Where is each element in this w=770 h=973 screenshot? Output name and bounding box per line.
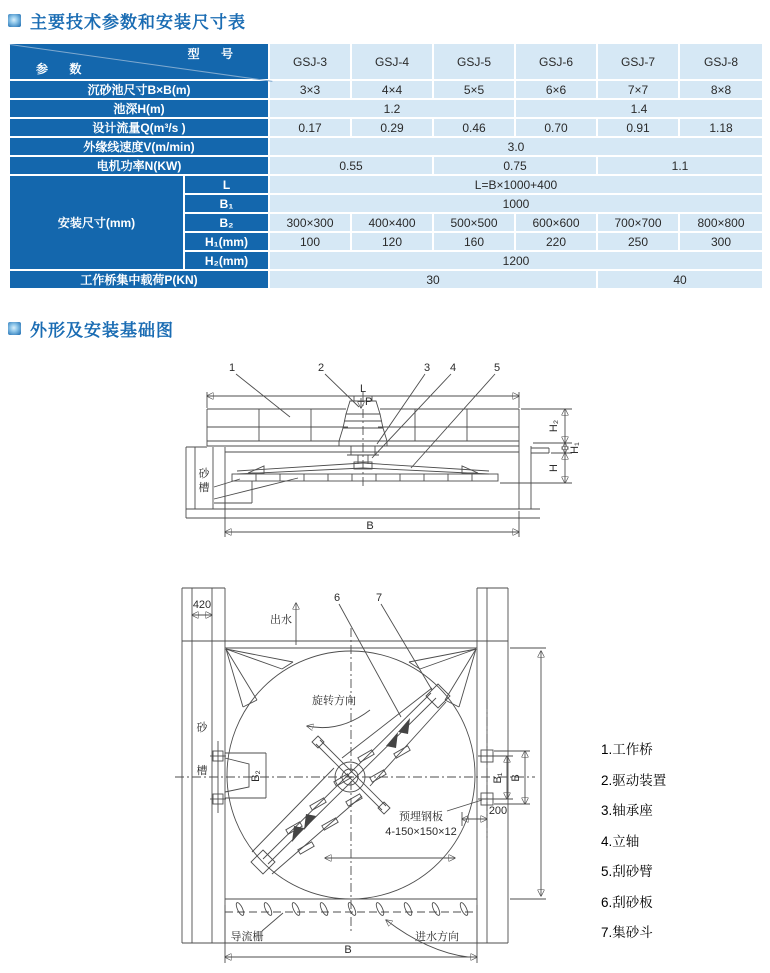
value-cell: 7×7 (597, 80, 679, 99)
sub-label: B₂ (184, 213, 269, 232)
row-label: 池深H(m) (9, 99, 269, 118)
model-header: GSJ-6 (515, 43, 597, 80)
dim-label-B-bottom: B (344, 944, 352, 956)
value-cell: L=B×1000+400 (269, 175, 763, 194)
callout-2: 2 (317, 362, 325, 374)
value-cell: 1.18 (679, 118, 763, 137)
side-elevation-drawing (160, 355, 620, 545)
row-label: 工作桥集中载荷P(KN) (9, 270, 269, 289)
legend-item-5: 5.刮砂臂 (601, 864, 653, 879)
section-bullet-icon (8, 322, 21, 335)
legend-item-4: 4.立轴 (601, 833, 640, 849)
value-cell: 4×4 (351, 80, 433, 99)
model-header: GSJ-3 (269, 43, 351, 80)
dim-label-B-right: B (510, 774, 522, 782)
value-cell: 300 (679, 232, 763, 251)
inlet-label: 进水方向 (415, 931, 459, 943)
value-cell: 5×5 (433, 80, 515, 99)
dim-label-420: 420 (192, 599, 212, 611)
section-bullet-icon (8, 14, 21, 27)
callout-4: 4 (449, 362, 457, 374)
embedded-plate-label: 预埋钢板 (399, 811, 443, 823)
embedded-plate-spec: 4-150×150×12 (385, 826, 457, 838)
legend-item-3: 3.轴承座 (601, 803, 653, 818)
dim-label-H: H (548, 464, 560, 472)
value-cell: 160 (433, 232, 515, 251)
row-label: 电机功率N(KW) (9, 156, 269, 175)
row-label: 沉砂池尺寸B×B(m) (9, 80, 269, 99)
value-cell: 6×6 (515, 80, 597, 99)
plan-sand-trough-label (197, 720, 227, 813)
dim-label-200: 200 (488, 805, 508, 817)
dim-label-H2: H₂ (548, 419, 560, 433)
section1-header (8, 8, 246, 33)
section2-title: 外形及安装基础图 (30, 321, 174, 340)
value-cell: 8×8 (679, 80, 763, 99)
sand-trough-char2: 槽 (198, 482, 210, 494)
side-sand-trough-label (199, 466, 211, 494)
value-cell: 0.91 (597, 118, 679, 137)
model-header: GSJ-8 (679, 43, 763, 80)
section1-title: 主要技术参数和安装尺寸表 (30, 13, 246, 32)
callout-3: 3 (423, 362, 431, 374)
dimension-B-side (225, 483, 519, 537)
value-cell: 40 (597, 270, 763, 289)
scraper-arm-plan (251, 684, 450, 874)
dim-label-B1: B₁ (492, 772, 504, 784)
plan-view-drawing (160, 575, 580, 973)
model-header: GSJ-5 (433, 43, 515, 80)
legend-item-6: 6.刮砂板 (601, 894, 653, 910)
value-cell: 1.1 (597, 156, 763, 175)
sub-label: B₁ (184, 194, 269, 213)
sand-trough-char2: 槽 (196, 765, 208, 777)
value-cell: 1200 (269, 251, 763, 270)
value-cell: 1.2 (269, 99, 515, 118)
model-header: GSJ-4 (351, 43, 433, 80)
value-cell: 0.46 (433, 118, 515, 137)
value-cell: 0.17 (269, 118, 351, 137)
callout-5: 5 (493, 362, 501, 374)
dim-label-B: B (366, 520, 374, 532)
section2-header (8, 316, 174, 341)
scraper-arms (232, 463, 498, 481)
sub-label: L (184, 175, 269, 194)
value-cell: 0.55 (269, 156, 433, 175)
spec-table (8, 42, 764, 290)
sub-label: H₁(mm) (184, 232, 269, 251)
legend-item-1: 1.工作桥 (601, 742, 653, 757)
value-cell: 100 (269, 232, 351, 251)
value-cell: 1.4 (515, 99, 763, 118)
tank-walls (186, 446, 549, 518)
outlet-label: 出水 (270, 614, 292, 626)
corner-param-label: 参 数 (36, 62, 91, 76)
legend-item-2: 2.驱动装置 (601, 772, 667, 788)
corner-cell (9, 43, 269, 80)
value-cell: 600×600 (515, 213, 597, 232)
value-cell: 120 (351, 232, 433, 251)
value-cell: 500×500 (433, 213, 515, 232)
dim-label-H1: H₁ (569, 442, 581, 454)
value-cell: 30 (269, 270, 597, 289)
legend-item-7: 7.集砂斗 (601, 925, 653, 940)
dim-label-B2: B₂ (250, 770, 262, 782)
value-cell: 3.0 (269, 137, 763, 156)
sand-trough-char1: 砂 (198, 468, 210, 480)
guide-grille-label: 导流栅 (230, 931, 264, 943)
load-label-P: P (365, 396, 373, 408)
b2-chute (225, 753, 266, 798)
dim-label-L: L (359, 383, 367, 395)
value-cell: 220 (515, 232, 597, 251)
sand-trough-char1: 砂 (196, 722, 208, 734)
value-cell: 700×700 (597, 213, 679, 232)
outlet-group (192, 599, 296, 645)
value-cell: 0.70 (515, 118, 597, 137)
rotation-label: 旋转方向 (312, 695, 356, 707)
value-cell: 0.75 (433, 156, 597, 175)
sub-label: H₂(mm) (184, 251, 269, 270)
corner-model-label: 型 号 (187, 47, 242, 61)
row-label: 设计流量Q(m³/s ) (9, 118, 269, 137)
value-cell: 400×400 (351, 213, 433, 232)
value-cell: 0.29 (351, 118, 433, 137)
value-cell: 3×3 (269, 80, 351, 99)
value-cell: 1000 (269, 194, 763, 213)
row-label: 外缘线速度V(m/min) (9, 137, 269, 156)
callout-1: 1 (228, 362, 236, 374)
callout-6: 6 (333, 592, 341, 604)
tank-circle (175, 628, 535, 933)
model-header: GSJ-7 (597, 43, 679, 80)
value-cell: 300×300 (269, 213, 351, 232)
rotation-direction (307, 693, 370, 728)
callout-7: 7 (375, 592, 383, 604)
row-label-install: 安装尺寸(mm) (9, 175, 184, 270)
value-cell: 800×800 (679, 213, 763, 232)
parts-legend (601, 735, 666, 949)
value-cell: 250 (597, 232, 679, 251)
